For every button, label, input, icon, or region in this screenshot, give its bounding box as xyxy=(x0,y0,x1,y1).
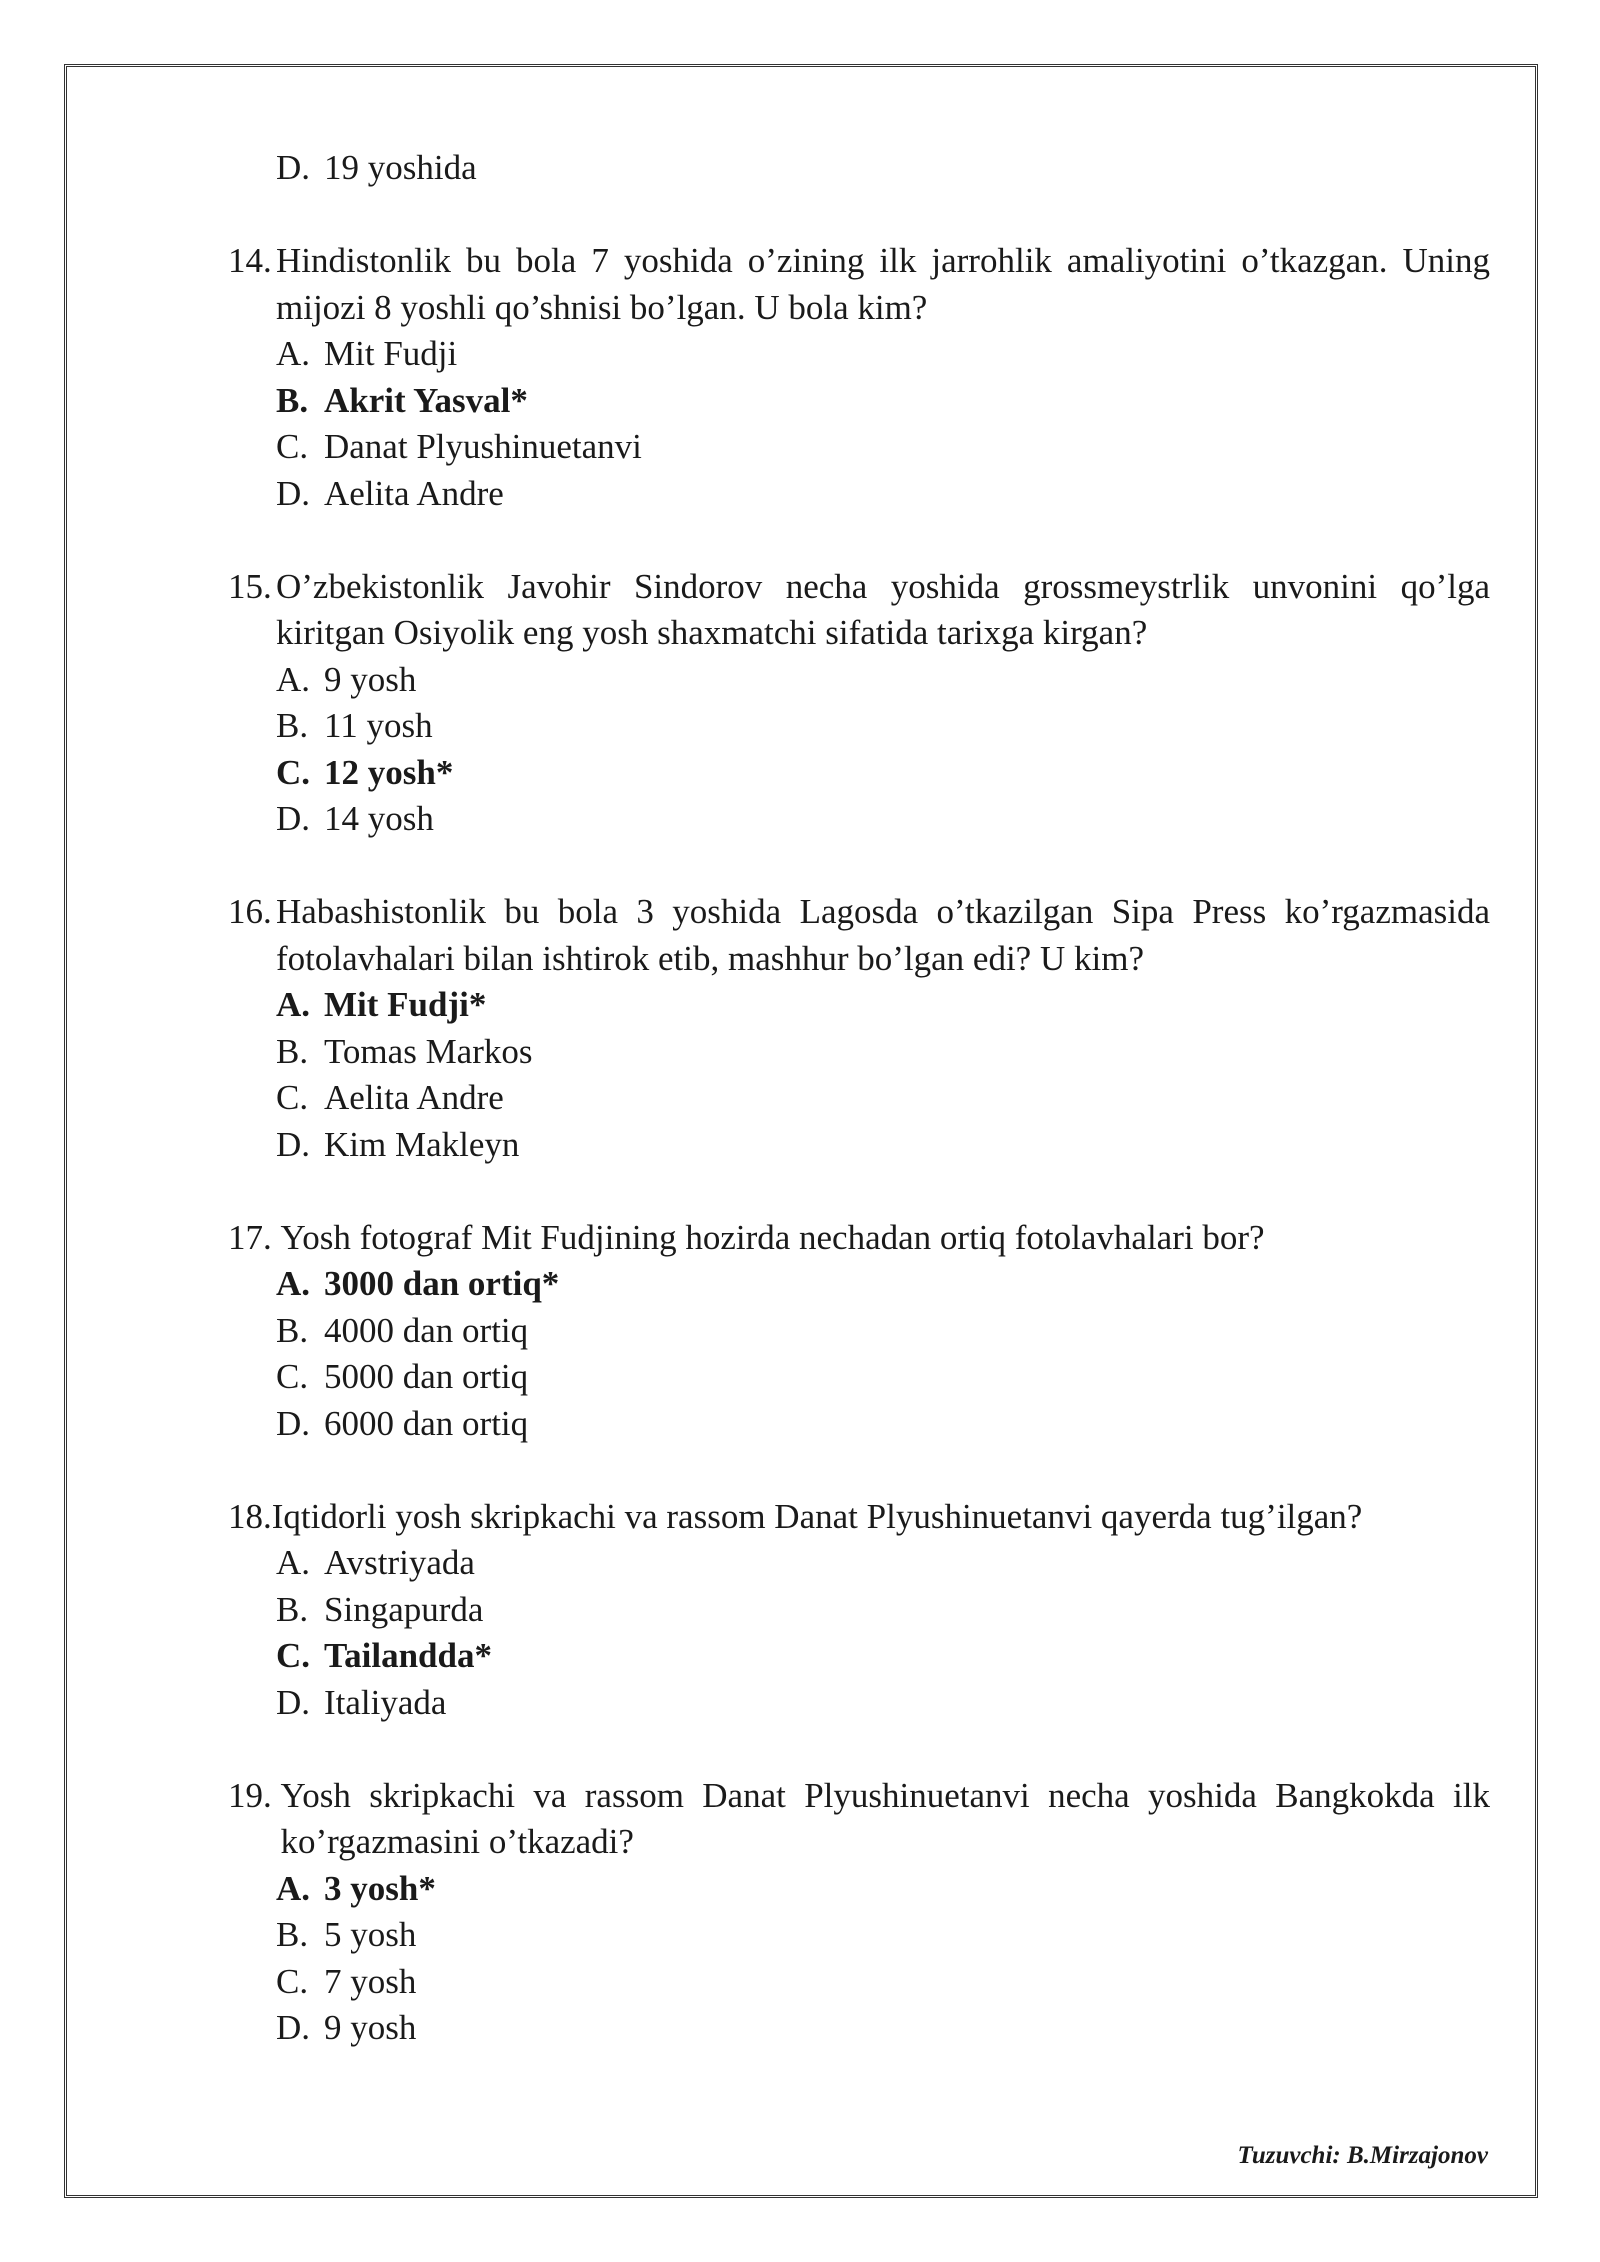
option-text: 11 yosh xyxy=(324,706,433,745)
option-letter: D. xyxy=(276,1124,311,1164)
option-text: Aelita Andre xyxy=(324,473,504,513)
question-body: Yosh skripkachi va rassom Danat Plyushinuetanvi necha yoshida Bangkokda ilk ko’rgazmasini o’tkazadi? xyxy=(280,1775,1490,1861)
option-list xyxy=(228,1540,1490,1726)
option-text: Italiyada xyxy=(324,1682,447,1722)
option-letter: D. xyxy=(276,1682,311,1722)
option-d xyxy=(276,1122,1490,1169)
option-list xyxy=(228,1261,1490,1447)
option-text: 5 yosh xyxy=(324,1915,417,1954)
question-number: 14. xyxy=(228,241,272,280)
option-letter: B. xyxy=(276,706,309,745)
option-d xyxy=(276,471,1490,518)
option-text: Mit Fudji* xyxy=(324,985,487,1024)
option-letter: C. xyxy=(276,1078,309,1117)
question-body: Yosh fotograf Mit Fudjining hozirda nechadan ortiq fotolavhalari bor? xyxy=(280,1217,1265,1257)
author-footer: Tuzuvchi: B.Mirzajonov xyxy=(1237,2142,1488,2169)
option-list xyxy=(228,657,1490,843)
question-19 xyxy=(228,1773,1490,2052)
question-text xyxy=(228,238,1490,331)
option-c-correct xyxy=(276,750,1490,797)
question-17 xyxy=(228,1215,1490,1448)
option-text: Mit Fudji xyxy=(324,334,458,373)
option-letter: C. xyxy=(276,752,311,792)
option-text: 6000 dan ortiq xyxy=(324,1403,529,1443)
option-d xyxy=(276,1680,1490,1727)
option-text: 19 yoshida xyxy=(324,148,477,187)
option-letter: B. xyxy=(276,1310,309,1350)
question-text xyxy=(228,889,1490,982)
option-text: 4000 dan ortiq xyxy=(324,1310,529,1350)
question-number: 17. xyxy=(228,1217,281,1257)
option-letter: D. xyxy=(276,1403,311,1443)
option-a-correct xyxy=(276,1866,1490,1913)
option-d xyxy=(276,1401,1490,1448)
option-letter: C. xyxy=(276,1961,309,2001)
option-a xyxy=(276,331,1490,378)
document-body xyxy=(228,145,1490,2098)
option-text: 3000 dan ortiq* xyxy=(324,1264,560,1303)
option-a xyxy=(276,1540,1490,1587)
option-b xyxy=(276,1029,1490,1076)
option-letter: A. xyxy=(276,1264,311,1303)
option-c-correct xyxy=(276,1633,1490,1680)
option-b-correct xyxy=(276,378,1490,425)
option-text: Akrit Yasval* xyxy=(324,380,528,420)
question-16 xyxy=(228,889,1490,1168)
option-c xyxy=(276,424,1490,471)
option-letter: C. xyxy=(276,1636,311,1675)
option-c xyxy=(276,1075,1490,1122)
option-b xyxy=(276,1912,1490,1959)
question-14 xyxy=(228,238,1490,517)
option-text: 9 yosh xyxy=(324,2008,417,2047)
question-body: Hindistonlik bu bola 7 yoshida o’zining ilk jarrohlik amaliyotini o’tkazgan. Uning mijozi 8 yoshli qo’shnisi bo’lgan. U bola kim? xyxy=(276,241,1490,327)
option-letter: A. xyxy=(276,985,311,1024)
option-text: Danat Plyushinuetanvi xyxy=(324,427,642,466)
option-c xyxy=(276,1959,1490,2006)
option-list xyxy=(228,982,1490,1168)
option-letter: D. xyxy=(276,473,311,513)
option-text: Tomas Markos xyxy=(324,1031,533,1071)
question-number: 15. xyxy=(228,566,272,606)
question-body: O’zbekistonlik Javohir Sindorov necha yoshida grossmeystrlik unvonini qo’lga kiritgan Osiyolik eng yosh shaxmatchi sifatida tarixga kirgan? xyxy=(276,566,1490,652)
option-letter: A. xyxy=(276,659,311,699)
option-a xyxy=(276,657,1490,704)
option-text: Singapurda xyxy=(324,1589,484,1629)
option-b xyxy=(276,1308,1490,1355)
option-letter: B. xyxy=(276,1589,309,1629)
question-number: 18. xyxy=(228,1496,272,1536)
question-number: 16. xyxy=(228,892,272,931)
option-letter: A. xyxy=(276,1543,311,1582)
option-letter: B. xyxy=(276,1031,309,1071)
option-letter: D. xyxy=(276,799,311,838)
option-letter: B. xyxy=(276,380,309,420)
option-text: 12 yosh* xyxy=(324,752,454,792)
option-a-correct xyxy=(276,1261,1490,1308)
option-letter: A. xyxy=(276,334,311,373)
question-number: 19. xyxy=(228,1775,281,1815)
option-d xyxy=(276,145,1490,192)
question-text xyxy=(228,1215,1490,1262)
option-text: Kim Makleyn xyxy=(324,1124,520,1164)
option-letter: D. xyxy=(276,148,311,187)
option-d xyxy=(276,2005,1490,2052)
option-b xyxy=(276,1587,1490,1634)
question-18 xyxy=(228,1494,1490,1727)
option-letter: D. xyxy=(276,2008,311,2047)
option-a-correct xyxy=(276,982,1490,1029)
option-text: Avstriyada xyxy=(324,1543,475,1582)
option-text: Aelita Andre xyxy=(324,1078,504,1117)
option-text: 3 yosh* xyxy=(324,1868,436,1908)
option-letter: C. xyxy=(276,1357,309,1396)
option-text: 7 yosh xyxy=(324,1961,417,2001)
option-text: 14 yosh xyxy=(324,799,434,838)
question-text xyxy=(228,564,1490,657)
option-list xyxy=(228,145,1490,192)
question-15 xyxy=(228,564,1490,843)
option-b xyxy=(276,703,1490,750)
option-letter: B. xyxy=(276,1915,309,1954)
option-letter: A. xyxy=(276,1868,311,1908)
option-list xyxy=(228,1866,1490,2052)
option-text: 9 yosh xyxy=(324,659,417,699)
question-body: Iqtidorli yosh skripkachi va rassom Danat Plyushinuetanvi qayerda tug’ilgan? xyxy=(271,1496,1363,1536)
question-body: Habashistonlik bu bola 3 yoshida Lagosda o’tkazilgan Sipa Press ko’rgazmasida fotolavhalari bilan ishtirok etib, mashhur bo’lgan edi? U kim? xyxy=(276,892,1490,978)
option-text: Tailandda* xyxy=(324,1636,492,1675)
question-text xyxy=(228,1773,1490,1866)
option-text: 5000 dan ortiq xyxy=(324,1357,529,1396)
option-c xyxy=(276,1354,1490,1401)
question-text xyxy=(228,1494,1490,1541)
option-letter: C. xyxy=(276,427,309,466)
option-d xyxy=(276,796,1490,843)
option-list xyxy=(228,331,1490,517)
continued-question-13 xyxy=(228,145,1490,192)
